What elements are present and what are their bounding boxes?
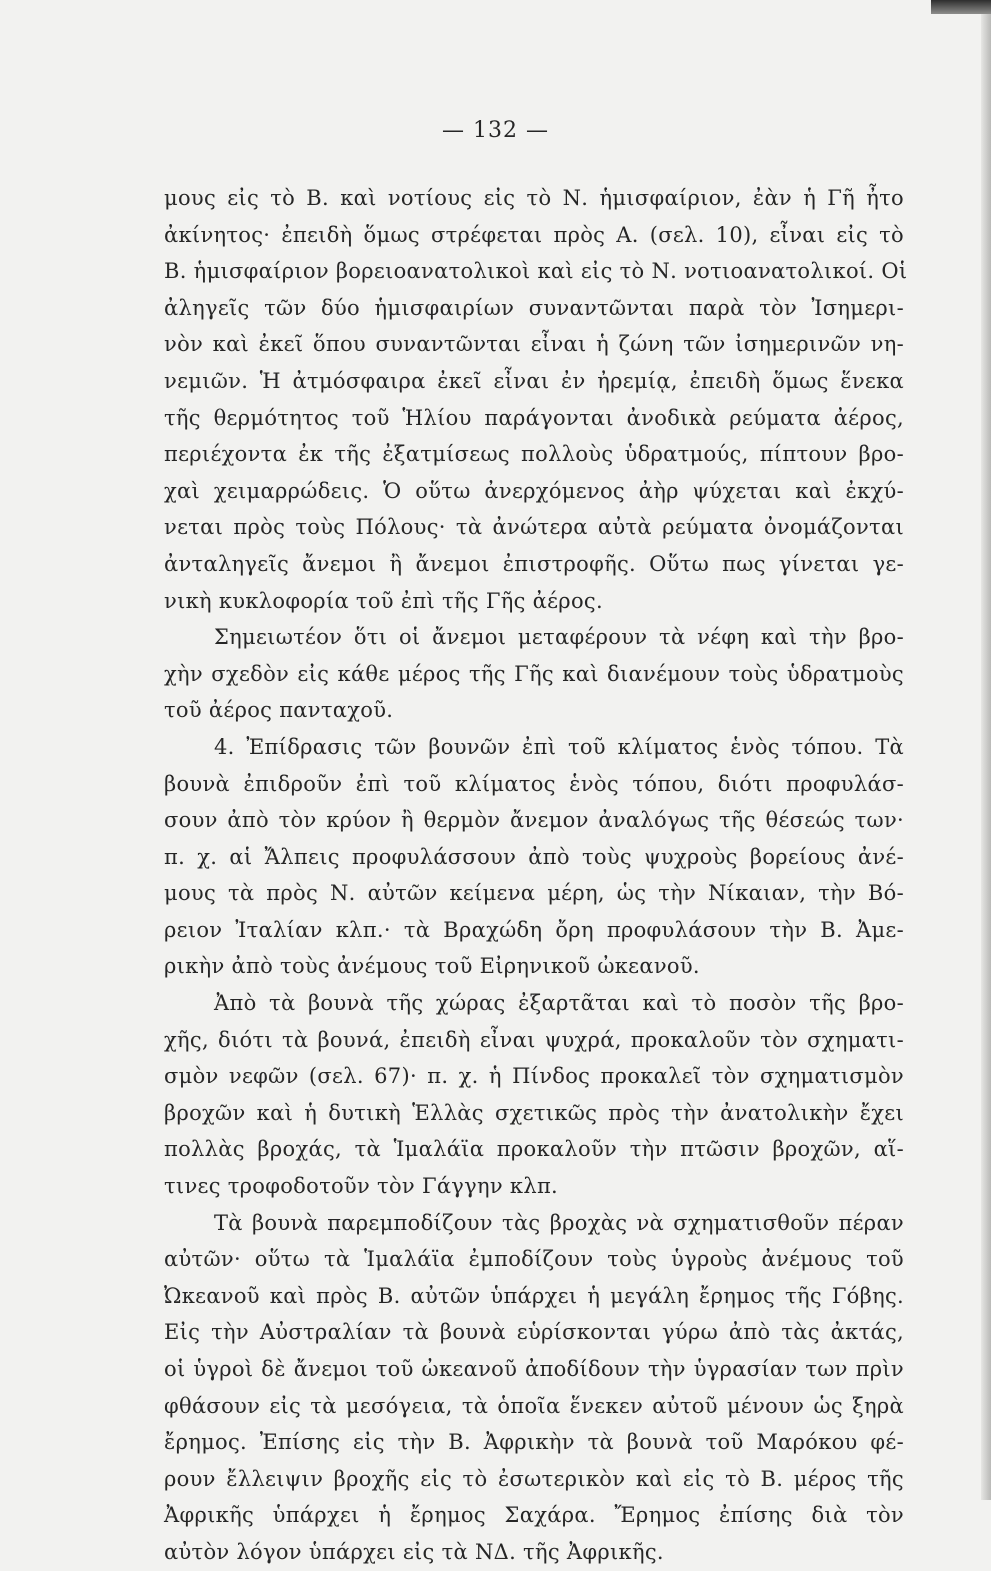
text-line: Εἰς τὴν Αὐστραλίαν τὰ βουνὰ εὑρίσκονται γύρω ἀπὸ τὰς ἀκτάς, [164, 1320, 904, 1345]
page-number: — 132 — [442, 118, 549, 143]
text-line: νὸν καὶ ἐκεῖ ὅπου συναντῶνται εἶναι ἡ ζώνη τῶν ἰσημερινῶν νη- [164, 332, 904, 357]
text-line: χαὶ χειμαρρώδεις. Ὁ οὕτω ἀνερχόμενος ἀὴρ ψύχεται καὶ ἐκχύ- [164, 478, 904, 503]
body-text [164, 180, 908, 1571]
text-line: ἀληγεῖς τῶν δύο ἡμισφαιρίων συναντῶνται παρὰ τὸν Ἰσημερι- [164, 295, 904, 320]
text-line: ρουν ἔλλειψιν βροχῆς εἰς τὸ ἐσωτερικὸν καὶ εἰς τὸ Β. μέρος τῆς [164, 1466, 904, 1491]
text-line: Ἀφρικῆς ὑπάρχει ἡ ἔρημος Σαχάρα. Ἔρημος ἐπίσης διὰ τὸν [164, 1503, 904, 1528]
scan-corner-mark [931, 0, 991, 14]
text-line: Σημειωτέον ὅτι οἱ ἄνεμοι μεταφέρουν τὰ νέφη καὶ τὴν βρο- [214, 625, 904, 650]
text-line: 4. Ἐπίδρασις τῶν βουνῶν ἐπὶ τοῦ κλίματος ἑνὸς τόπου. Τὰ [214, 734, 904, 759]
text-line: Τὰ βουνὰ παρεμποδίζουν τὰς βροχὰς νὰ σχηματισθοῦν πέραν [214, 1210, 904, 1235]
text-line: ἀκίνητος· ἐπειδὴ ὅμως στρέφεται πρὸς Α. (σελ. 10), εἶναι εἰς τὸ [164, 222, 904, 247]
text-line: περιέχοντα ἐκ τῆς ἐξατμίσεως πολλοὺς ὑδρατμούς, πίπτουν βρο- [164, 442, 904, 467]
text-line: Ὠκεανοῦ καὶ πρὸς Β. αὐτῶν ὑπάρχει ἡ μεγάλη ἔρημος τῆς Γόβης. [164, 1283, 904, 1308]
text-line: τῆς θερμότητος τοῦ Ἡλίου παράγονται ἀνοδικὰ ρεύματα ἀέρος, [164, 405, 904, 430]
text-line: βροχῶν καὶ ἡ δυτικὴ Ἑλλὰς σχετικῶς πρὸς τὴν ἀνατολικὴν ἔχει [164, 1100, 904, 1125]
text-line: νεται πρὸς τοὺς Πόλους· τὰ ἀνώτερα αὐτὰ ρεύματα ὀνομάζονται [164, 515, 904, 540]
text-line: ἔρημος. Ἐπίσης εἰς τὴν Β. Ἀφρικὴν τὰ βουνὰ τοῦ Μαρόκου φέ- [164, 1430, 904, 1455]
text-line: ρικὴν ἀπὸ τοὺς ἀνέμους τοῦ Εἰρηνικοῦ ὠκεανοῦ. [164, 954, 700, 979]
text-line: αὐτῶν· οὕτω τὰ Ἱμαλάϊα ἐμποδίζουν τοὺς ὑγροὺς ἀνέμους τοῦ [164, 1247, 904, 1272]
text-line: σμὸν νεφῶν (σελ. 67)· π. χ. ἡ Πίνδος προκαλεῖ τὸν σχηματισμὸν [164, 1064, 904, 1089]
text-line: φθάσουν εἰς τὰ μεσόγεια, τὰ ὁποῖα ἕνεκεν αὐτοῦ μένουν ὡς ξηρὰ [164, 1393, 904, 1418]
text-line: ἀνταληγεῖς ἄνεμοι ἢ ἄνεμοι ἐπιστροφῆς. Οὕτω πως γίνεται γε- [164, 551, 904, 576]
text-line: σουν ἀπὸ τὸν κρύον ἢ θερμὸν ἄνεμον ἀναλόγως τῆς θέσεώς των· [164, 808, 904, 833]
text-line: τοῦ ἀέρος πανταχοῦ. [164, 698, 394, 723]
text-line: χὴν σχεδὸν εἰς κάθε μέρος τῆς Γῆς καὶ διανέμουν τοὺς ὑδρατμοὺς [164, 661, 904, 686]
text-line: Ἀπὸ τὰ βουνὰ τῆς χώρας ἐξαρτᾶται καὶ τὸ ποσὸν τῆς βρο- [214, 991, 904, 1016]
page-edge-shadow [981, 0, 991, 1500]
text-line: νικὴ κυκλοφορία τοῦ ἐπὶ τῆς Γῆς ἀέρος. [164, 588, 603, 613]
text-line: ρειον Ἰταλίαν κλπ.· τὰ Βραχώδη ὄρη προφυλάσουν τὴν Β. Ἀμε- [164, 917, 904, 942]
text-line: Β. ἡμισφαίριον βορειοανατολικοὶ καὶ εἰς τὸ Ν. νοτιοανατολικοί. Οἱ [164, 259, 908, 284]
text-line: μους τὰ πρὸς Ν. αὐτῶν κείμενα μέρη, ὡς τὴν Νίκαιαν, τὴν Βό- [164, 881, 904, 906]
text-line: μους εἰς τὸ Β. καὶ νοτίους εἰς τὸ Ν. ἡμισφαίριον, ἐὰν ἡ Γῆ ἦτο [164, 186, 904, 210]
text-line: νεμιῶν. Ἡ ἀτμόσφαιρα ἐκεῖ εἶναι ἐν ἠρεμίᾳ, ἐπειδὴ ὅμως ἕνεκα [164, 368, 904, 393]
text-line: π. χ. αἱ Ἄλπεις προφυλάσσουν ἀπὸ τοὺς ψυχροὺς βορείους ἀνέ- [164, 844, 904, 869]
text-line: πολλὰς βροχάς, τὰ Ἱμαλάϊα προκαλοῦν τὴν πτῶσιν βροχῶν, αἵ- [164, 1137, 904, 1162]
text-line: οἱ ὑγροὶ δὲ ἄνεμοι τοῦ ὠκεανοῦ ἀποδίδουν τὴν ὑγρασίαν των πρὶν [164, 1357, 904, 1381]
text-line: βουνὰ ἐπιδροῦν ἐπὶ τοῦ κλίματος ἑνὸς τόπου, διότι προφυλάσ- [164, 771, 904, 796]
text-line: αὐτὸν λόγον ὑπάρχει εἰς τὰ ΝΔ. τῆς Ἀφρικῆς. [164, 1539, 664, 1564]
text-line: τινες τροφοδοτοῦν τὸν Γάγγην κλπ. [164, 1174, 559, 1199]
text-line: χῆς, διότι τὰ βουνά, ἐπειδὴ εἶναι ψυχρά, προκαλοῦν τὸν σχηματι- [164, 1027, 904, 1052]
